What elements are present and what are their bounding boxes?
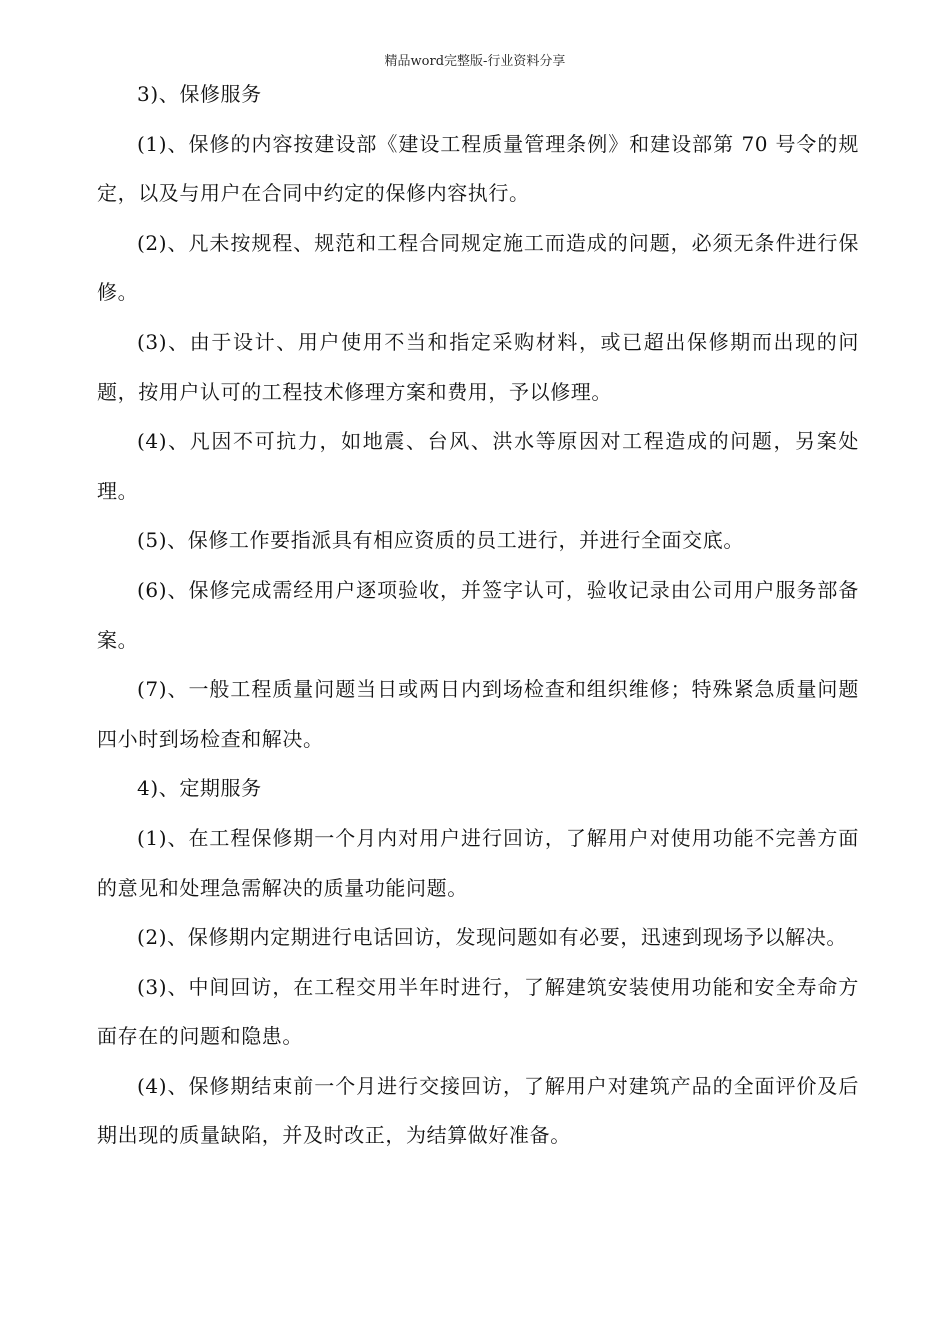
section-heading-warranty: 3)、保修服务: [137, 82, 262, 106]
paragraph: (1)、保修的内容按建设部《建设工程质量管理条例》和建设部第 70 号令的规定，以及与用户在合同中约定的保修内容执行。: [97, 131, 859, 206]
paragraph: (7)、一般工程质量问题当日或两日内到场检查和组织维修；特殊紧急质量问题四小时到场检查和解决。: [97, 677, 859, 751]
paragraph: (4)、凡因不可抗力，如地震、台风、洪水等原因对工程造成的问题，另案处理。: [97, 429, 859, 503]
paragraph: (2)、凡未按规程、规范和工程合同规定施工而造成的问题，必须无条件进行保修。: [97, 230, 859, 305]
paragraph: (2)、保修期内定期进行电话回访，发现问题如有必要，迅速到现场予以解决。: [137, 925, 847, 950]
section-heading-periodic: 4)、定期服务: [137, 776, 262, 801]
page-header: 精品word完整版-行业资料分享: [384, 54, 566, 69]
paragraph: (6)、保修完成需经用户逐项验收，并签字认可，验收记录由公司用户服务部备案。: [97, 577, 859, 652]
paragraph: (5)、保修工作要指派具有相应资质的员工进行，并进行全面交底。: [137, 528, 744, 553]
paragraph: (3)、中间回访，在工程交用半年时进行，了解建筑安装使用功能和安全寿命方面存在的问题和隐患。: [97, 974, 859, 1049]
paragraph: (3)、由于设计、用户使用不当和指定采购材料，或已超出保修期而出现的问题，按用户认可的工程技术修理方案和费用，予以修理。: [97, 329, 859, 404]
paragraph: (4)、保修期结束前一个月进行交接回访，了解用户对建筑产品的全面评价及后期出现的质量缺陷，并及时改正，为结算做好准备。: [97, 1073, 859, 1148]
paragraph: (1)、在工程保修期一个月内对用户进行回访，了解用户对使用功能不完善方面的意见和处理急需解决的质量功能问题。: [97, 825, 859, 900]
document-body: [97, 70, 859, 1161]
